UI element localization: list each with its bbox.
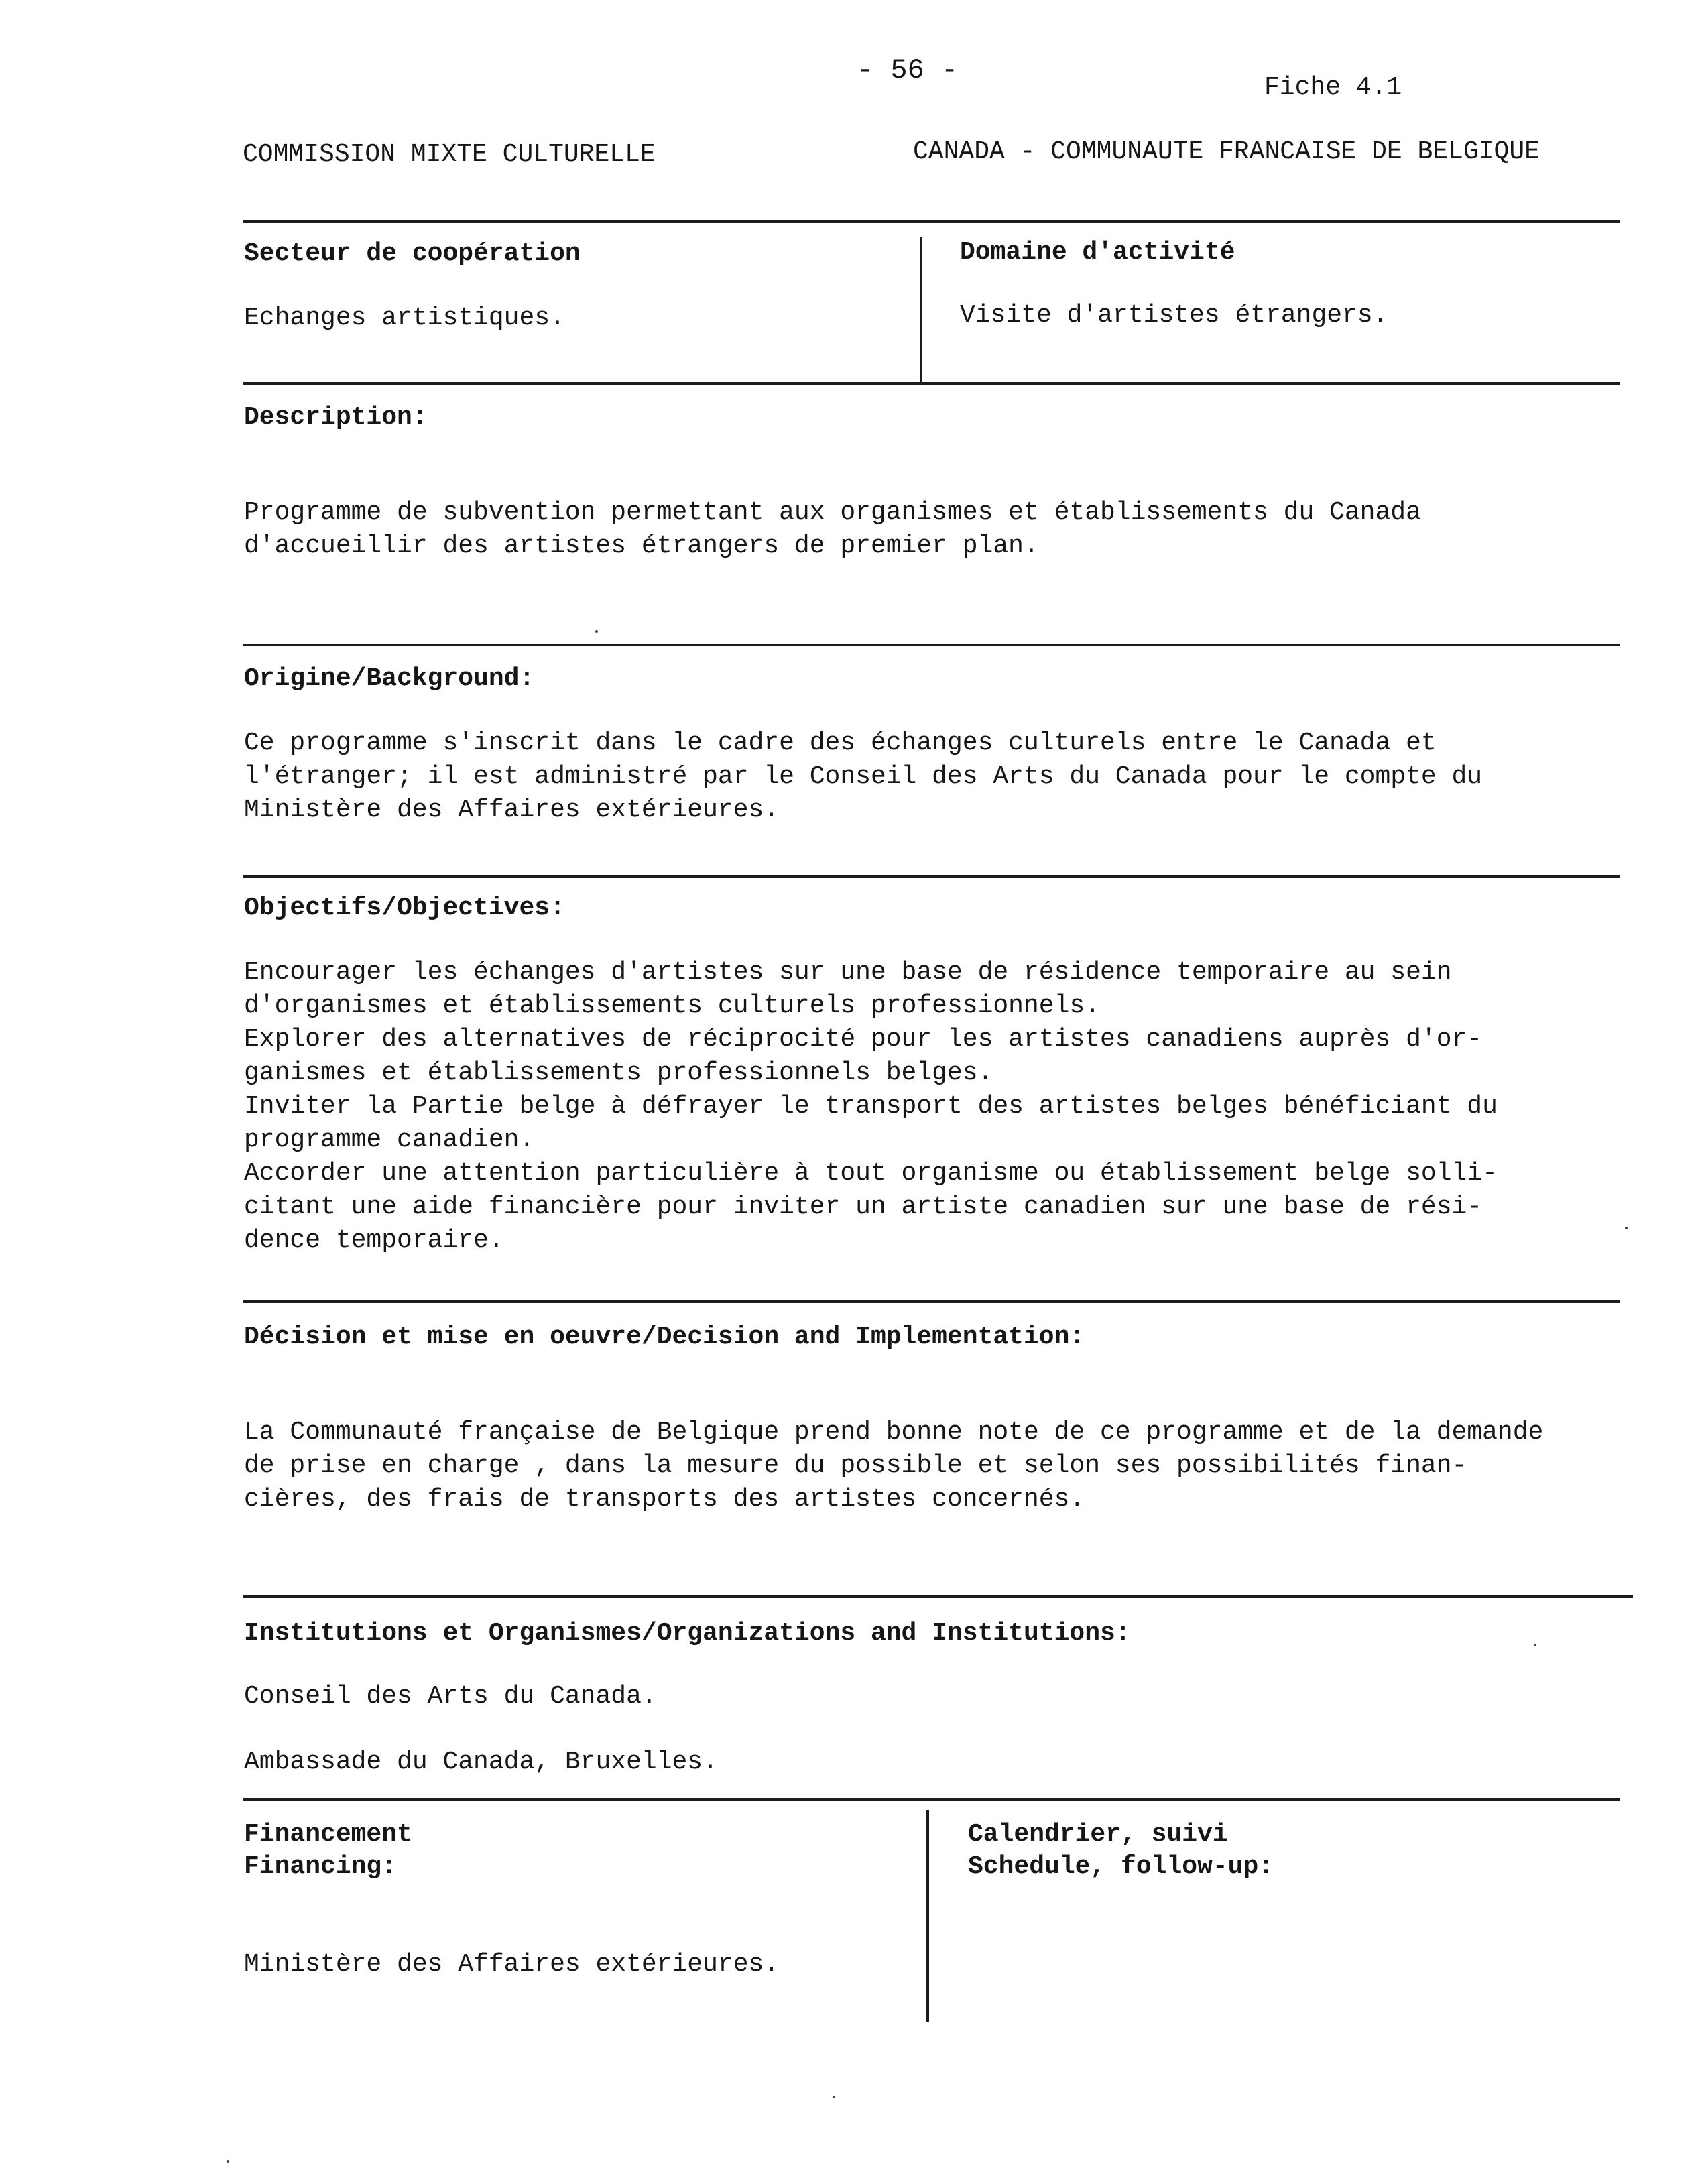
rule-origin-bottom	[243, 875, 1620, 878]
schedule-label-en: Schedule, follow-up:	[968, 1852, 1274, 1881]
sector-label: Secteur de coopération	[244, 239, 581, 268]
objectives-line: dence temporaire.	[244, 1226, 504, 1255]
domain-label: Domaine d'activité	[960, 238, 1235, 267]
objectives-line: Inviter la Partie belge à défrayer le transport des artistes belges bénéficiant du	[244, 1092, 1498, 1121]
decision-heading: Décision et mise en oeuvre/Decision and Implementation:	[244, 1323, 1085, 1351]
decision-line: La Communauté française de Belgique prend bonne note de ce programme et de la demande	[244, 1418, 1544, 1447]
financing-label-en: Financing:	[244, 1852, 398, 1881]
sector-divider	[920, 237, 922, 382]
origin-line: Ce programme s'inscrit dans le cadre des échanges culturels entre le Canada et	[244, 729, 1437, 757]
objectives-line: ganismes et établissements professionnels belges.	[244, 1058, 993, 1087]
description-line: d'accueillir des artistes étrangers de premier plan.	[244, 532, 1039, 560]
objectives-line: d'organismes et établissements culturels professionnels.	[244, 991, 1101, 1020]
rule-institutions-bottom	[243, 1798, 1620, 1801]
financing-label-fr: Financement	[244, 1820, 412, 1849]
scan-speck	[1625, 1227, 1628, 1229]
scan-speck	[833, 2096, 835, 2098]
scan-speck	[595, 630, 598, 633]
description-line: Programme de subvention permettant aux organismes et établissements du Canada	[244, 498, 1421, 527]
institution-item: Ambassade du Canada, Bruxelles.	[244, 1748, 718, 1776]
institution-item: Conseil des Arts du Canada.	[244, 1682, 657, 1711]
page-number: - 56 -	[857, 54, 959, 86]
scan-speck	[227, 2160, 229, 2163]
description-heading: Description:	[244, 403, 428, 432]
origin-heading: Origine/Background:	[244, 664, 535, 693]
objectives-heading: Objectifs/Objectives:	[244, 894, 565, 922]
rule-objectives-bottom	[243, 1300, 1620, 1303]
institutions-heading: Institutions et Organismes/Organizations and Institutions:	[244, 1619, 1131, 1648]
decision-text	[244, 1416, 1543, 1516]
origin-line: l'étranger; il est administré par le Conseil des Arts du Canada pour le compte du	[244, 762, 1483, 791]
decision-line: de prise en charge , dans la mesure du possible et selon ses possibilités finan-	[244, 1451, 1467, 1480]
objectives-line: Explorer des alternatives de réciprocité pour les artistes canadiens auprès d'or-	[244, 1025, 1483, 1054]
objectives-line: citant une aide financière pour inviter un artiste canadien sur une base de rési-	[244, 1193, 1483, 1221]
sector-value: Echanges artistiques.	[244, 304, 565, 332]
partners-title: CANADA - COMMUNAUTE FRANCAISE DE BELGIQUE	[913, 137, 1540, 166]
schedule-label-fr: Calendrier, suivi	[968, 1820, 1228, 1849]
rule-description-bottom	[243, 644, 1620, 646]
domain-value: Visite d'artistes étrangers.	[960, 301, 1388, 330]
objectives-line: programme canadien.	[244, 1126, 535, 1154]
description-text	[244, 496, 1421, 563]
financing-divider	[926, 1810, 929, 2022]
rule-top	[243, 220, 1620, 223]
objectives-text	[244, 956, 1498, 1258]
rule-sector-bottom	[243, 382, 1620, 385]
decision-line: cières, des frais de transports des artistes concernés.	[244, 1485, 1085, 1514]
objectives-line: Accorder une attention particulière à tout organisme ou établissement belge solli-	[244, 1159, 1498, 1188]
origin-line: Ministère des Affaires extérieures.	[244, 796, 780, 825]
origin-text	[244, 727, 1482, 827]
fiche-number: Fiche 4.1	[1264, 73, 1402, 102]
rule-decision-bottom	[243, 1595, 1633, 1598]
financing-value: Ministère des Affaires extérieures.	[244, 1950, 780, 1979]
objectives-line: Encourager les échanges d'artistes sur une base de résidence temporaire au sein	[244, 958, 1452, 987]
commission-title: COMMISSION MIXTE CULTURELLE	[243, 140, 656, 169]
scan-speck	[1534, 1644, 1536, 1646]
